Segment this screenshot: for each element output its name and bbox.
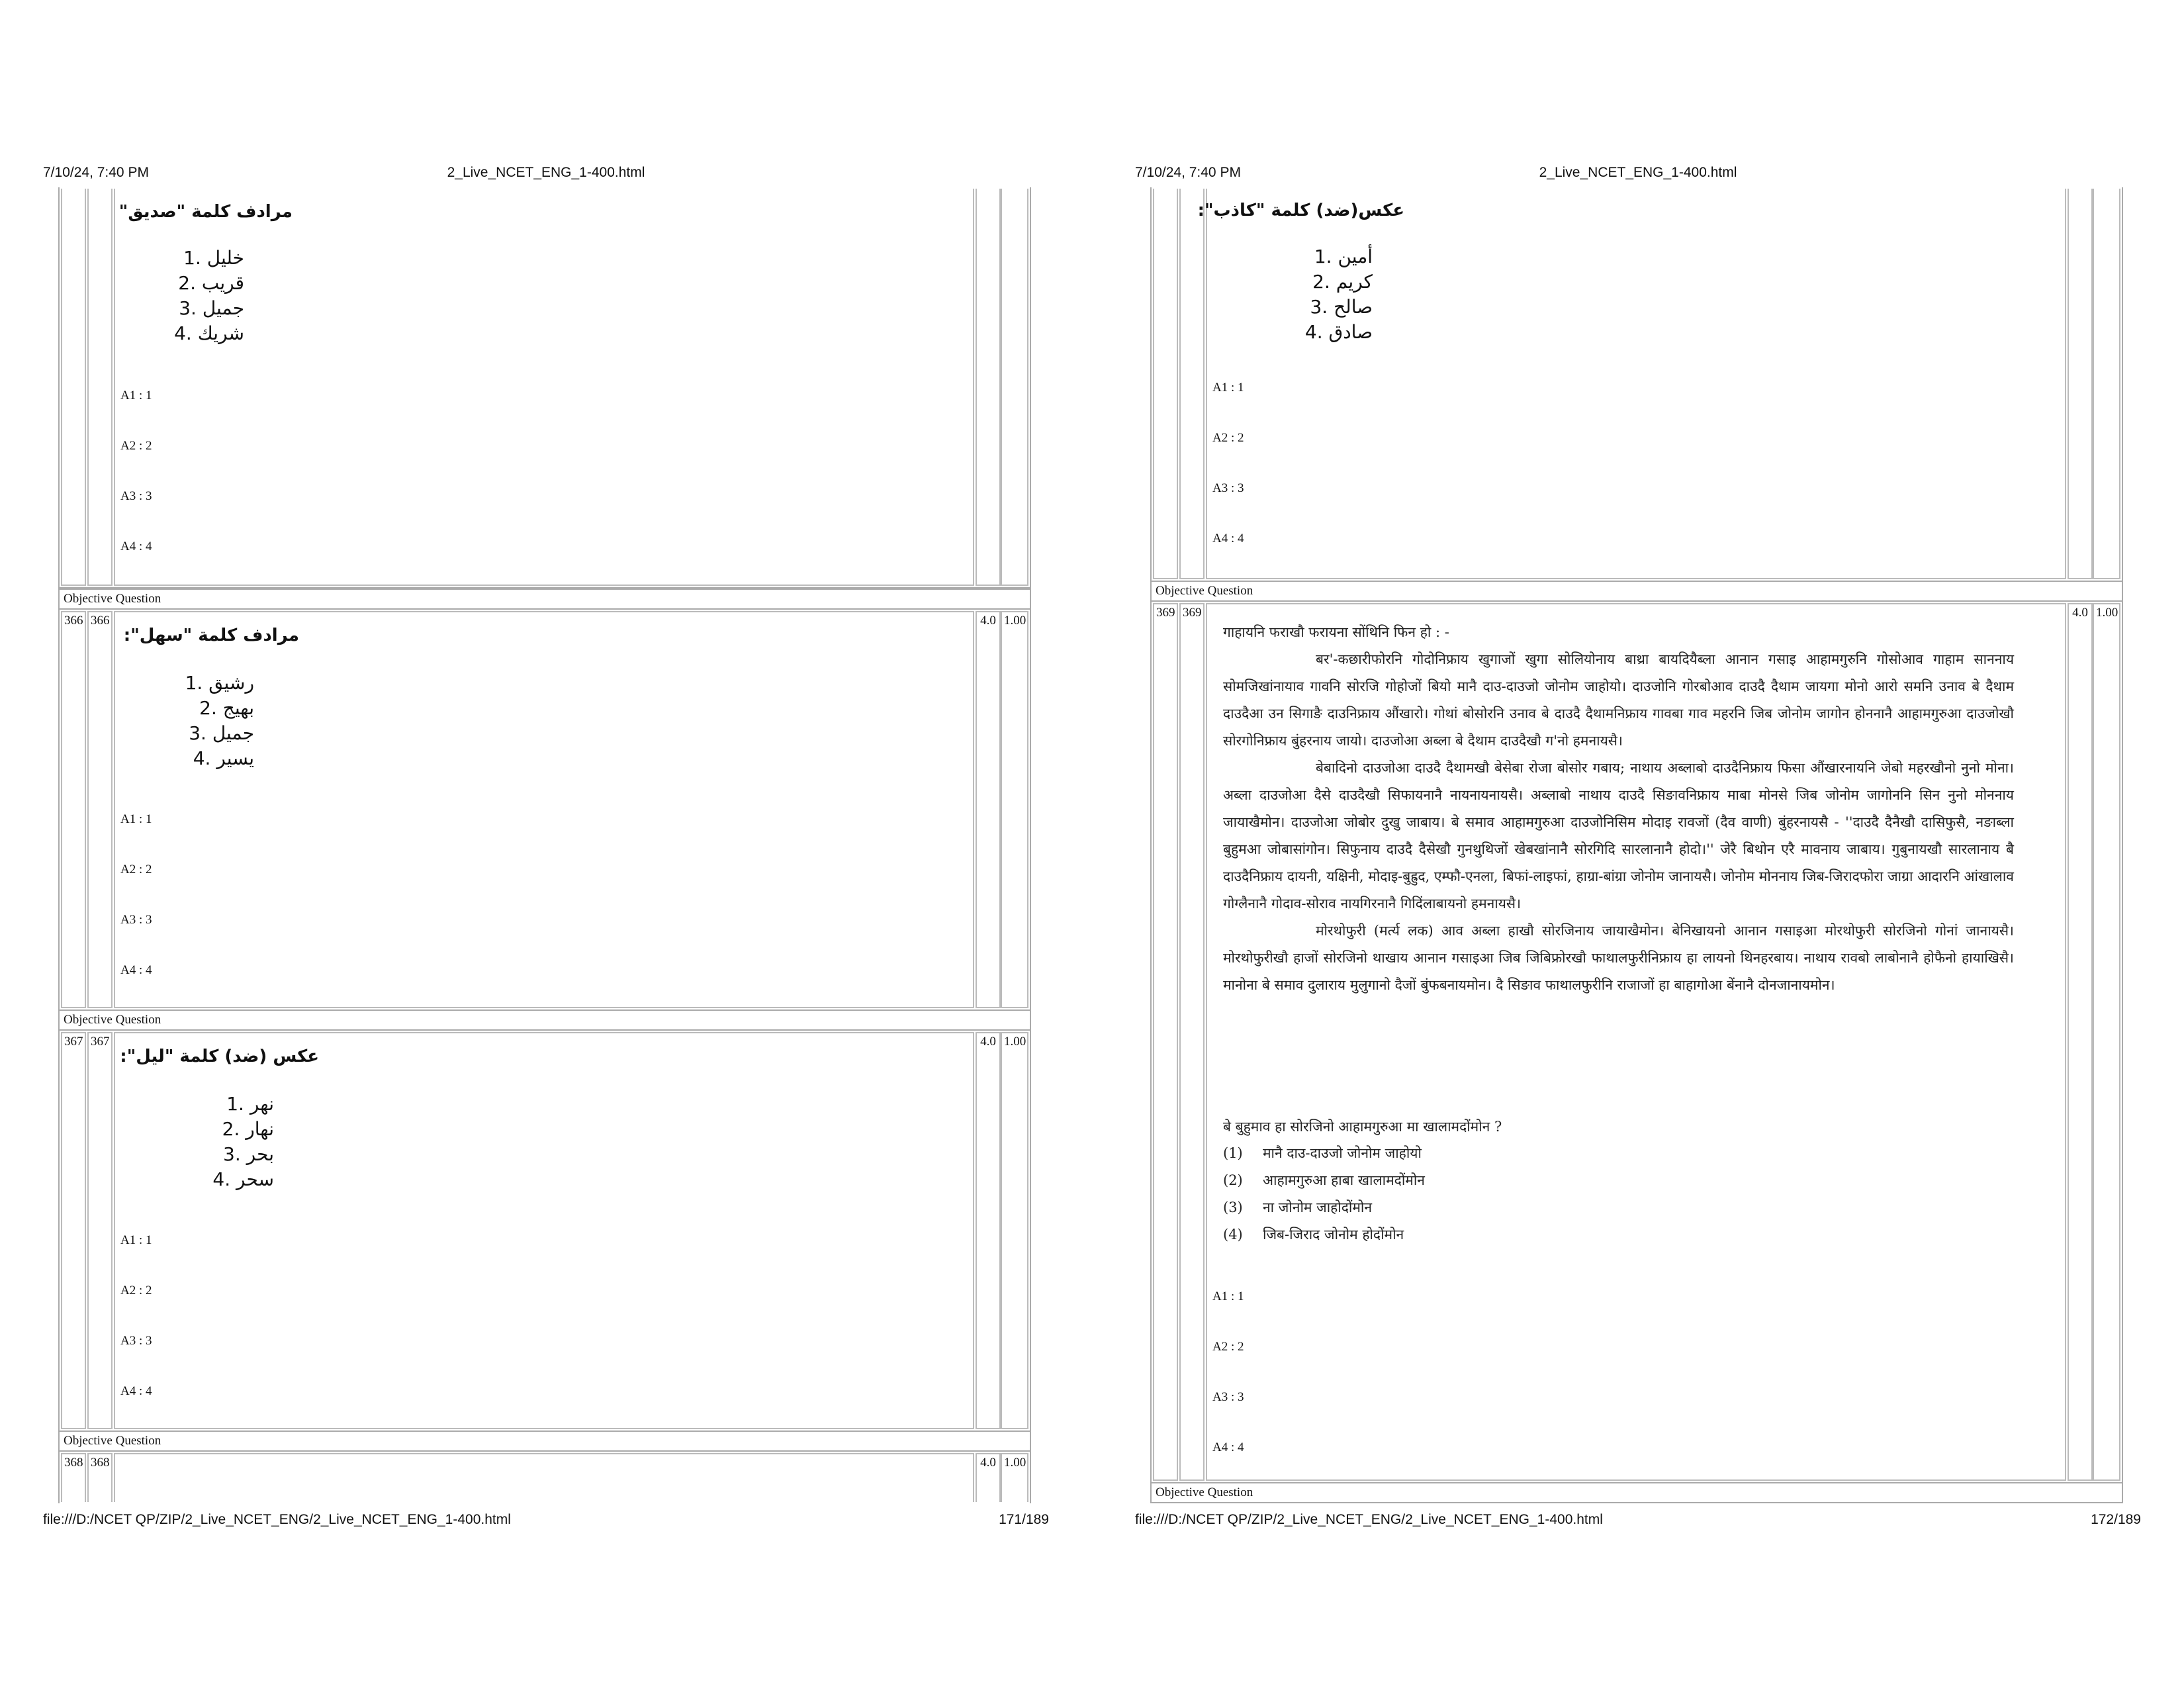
question-card-368 xyxy=(58,1450,1031,1503)
marks-cell: 4.0 xyxy=(976,611,1001,1008)
question-text: बे बुहुमाव हा सोरजिनो आहामगुरुआ मा खालामदोंमोन ? xyxy=(1223,1119,1502,1135)
question-body xyxy=(114,1032,974,1429)
question-body xyxy=(114,1453,974,1502)
marks-cell: 4.0 xyxy=(976,1453,1001,1502)
option-1 xyxy=(1223,1140,2014,1167)
answer-3: A3 : 3 xyxy=(120,1334,152,1348)
question-type-label: Objective Question xyxy=(64,592,161,606)
answer-3: A3 : 3 xyxy=(120,489,152,503)
question-card-369 xyxy=(1150,600,2123,1483)
question-card-367 xyxy=(58,1029,1031,1432)
option-2: قريب .2 xyxy=(178,272,244,294)
answer-2: A2 : 2 xyxy=(120,863,152,876)
question-type-label: Objective Question xyxy=(1156,1485,1253,1499)
question-type-row xyxy=(58,588,1031,610)
negative-marks-cell: 1.00 xyxy=(1001,1453,1028,1502)
page-number: 171/189 xyxy=(999,1512,1049,1527)
question-id-cell: 369 xyxy=(1179,603,1205,1481)
option-2: كريم .2 xyxy=(1312,271,1373,293)
question-id-cell: 366 xyxy=(87,611,113,1008)
question-type-row xyxy=(1150,581,2123,602)
option-4: يسير .4 xyxy=(193,747,254,769)
print-date: 7/10/24, 7:40 PM xyxy=(1135,165,1241,180)
negative-marks-cell: 1.00 xyxy=(1001,1032,1028,1429)
negative-marks-cell: 1.00 xyxy=(1001,611,1028,1008)
question-text: مرادف كلمة "سهل": xyxy=(123,626,299,645)
question-text: عكس (ضد) كلمة "ليل": xyxy=(120,1047,319,1066)
option-1: نهر .1 xyxy=(226,1093,274,1115)
question-body xyxy=(114,189,974,586)
question-number-cell: 368 xyxy=(61,1453,86,1502)
option-4: سحر .4 xyxy=(212,1168,274,1190)
question-type-row xyxy=(58,1009,1031,1031)
option-text: ना जोनोम जाहोदोंमोन xyxy=(1263,1199,1372,1215)
option-3: جميل .3 xyxy=(179,297,244,319)
question-card-368-cont xyxy=(1150,187,2123,582)
negative-marks-cell xyxy=(2093,189,2120,579)
answer-1: A1 : 1 xyxy=(120,389,152,402)
marks-cell: 4.0 xyxy=(976,1032,1001,1429)
answer-4: A4 : 4 xyxy=(1212,1440,1244,1454)
answer-2: A2 : 2 xyxy=(1212,1340,1244,1354)
question-body xyxy=(114,611,974,1008)
option-3: صالح .3 xyxy=(1310,296,1373,318)
marks-cell: 4.0 xyxy=(2068,603,2093,1481)
answer-4: A4 : 4 xyxy=(120,963,152,977)
question-body xyxy=(1197,189,2066,579)
answer-4: A4 : 4 xyxy=(120,1384,152,1398)
option-number: (4) xyxy=(1223,1227,1243,1243)
question-id-cell: 368 xyxy=(87,1453,113,1502)
answer-3: A3 : 3 xyxy=(120,913,152,927)
page-number: 172/189 xyxy=(2091,1512,2141,1527)
marks-cell xyxy=(2068,189,2093,579)
marks-cell xyxy=(976,189,1001,586)
option-text: मानै दाउ-दाउजो जोनोम जाहोयो xyxy=(1263,1145,1422,1161)
question-number-cell xyxy=(1153,189,1178,579)
answer-1: A1 : 1 xyxy=(120,812,152,826)
answer-4: A4 : 4 xyxy=(1212,532,1244,545)
question-number-cell: 367 xyxy=(61,1032,86,1429)
file-path: file:///D:/NCET QP/ZIP/2_Live_NCET_ENG/2_Live_NCET_ENG_1-400.html xyxy=(1135,1512,1603,1527)
answer-1: A1 : 1 xyxy=(1212,381,1244,395)
option-4 xyxy=(1223,1221,2014,1248)
question-type-label: Objective Question xyxy=(64,1434,161,1448)
answer-3: A3 : 3 xyxy=(1212,1390,1244,1404)
question-type-row xyxy=(1150,1482,2123,1503)
option-1: خليل .1 xyxy=(183,247,244,269)
answer-4: A4 : 4 xyxy=(120,539,152,553)
sub-question xyxy=(1223,1117,2014,1248)
question-body xyxy=(1206,603,2066,1481)
passage-paragraph-2: बेबादिनो दाउजोआ दाउदै दैथामखौ बेसेबा रोजा बोसोर गबाय; नाथाय अब्लाबो दाउदैनिफ्राय फिसा औंखारनायनि जेबो महरखौनो नुनो मोना। अब्ला दाउजोआ दैसे दाउदैखौ सिफायनानै नायनायनायसै। अब्लाबो नाथाय दाउदै सिङावनिफ्राय माबा मोनसे जिब जोनोम जागोननि सिन नुनो मोननाय जायाखैमोन। दाउजोआ जोबोर दुखु जाबाय। बे समाव आहामगुरुआ दाउजोनिसिम मोदाइ रावजों (दैव वाणी) बुंहरनायसै - ''दाउदै दैनैखौ दासिफुसै, नङाब्ला बुहुमआ जोबासांगोन। सिफुनाय दाउदै दैसेखौ गुनथुथिजों खेबखांनानै सोरगिदि सारलानानै होदो।'' जेरै बिथोन एरै मावनाय जाबाय। गुबुनायखौ सारलानाय बै दाउदैनिफ्राय दायनी, यक्षिनी, मोदाइ-बुह्रुद, एम्फौ-एनला, बिफां-लाइफां, हाग्रा-बांग्रा जोनोम जानायसै। जोनोम मोननाय जिब-जिरादफोरा जाग्रा आदारनि आंखालाव गोग्लैनानै गोदाव-सोराव नायगिरनानै गिदिंलाबायनो हमनायसै। xyxy=(1223,760,2014,912)
page-172 xyxy=(1092,0,2184,1688)
option-1: رشيق .1 xyxy=(185,672,254,694)
question-type-label: Objective Question xyxy=(64,1013,161,1027)
option-3: بحر .3 xyxy=(223,1143,274,1165)
answer-3: A3 : 3 xyxy=(1212,481,1244,495)
answer-1: A1 : 1 xyxy=(1212,1289,1244,1303)
question-id-cell xyxy=(1179,189,1205,579)
option-4: صادق .4 xyxy=(1304,321,1373,343)
answer-1: A1 : 1 xyxy=(120,1233,152,1247)
option-3 xyxy=(1223,1194,2014,1221)
question-number-cell: 366 xyxy=(61,611,86,1008)
document-title: 2_Live_NCET_ENG_1-400.html xyxy=(1539,165,1737,180)
negative-marks-cell: 1.00 xyxy=(2093,603,2120,1481)
option-text: आहामगुरुआ हाबा खालामदोंमोन xyxy=(1263,1172,1425,1188)
question-text: مرادف كلمة "صديق" xyxy=(118,202,293,222)
option-2: نهار .2 xyxy=(222,1118,274,1140)
file-path: file:///D:/NCET QP/ZIP/2_Live_NCET_ENG/2_Live_NCET_ENG_1-400.html xyxy=(43,1512,511,1527)
option-number: (1) xyxy=(1223,1145,1243,1161)
question-id-cell xyxy=(87,189,113,586)
negative-marks-cell xyxy=(1001,189,1028,586)
question-type-row xyxy=(58,1430,1031,1452)
answer-2: A2 : 2 xyxy=(120,439,152,453)
option-2 xyxy=(1223,1167,2014,1194)
question-number-cell: 369 xyxy=(1153,603,1178,1481)
question-type-label: Objective Question xyxy=(1156,584,1253,598)
question-card-365 xyxy=(58,187,1031,588)
option-4: شريك .4 xyxy=(174,322,244,344)
option-number: (3) xyxy=(1223,1199,1243,1215)
option-text: जिब-जिराद जोनोम होदोंमोन xyxy=(1263,1227,1404,1243)
option-2: بهيج .2 xyxy=(199,697,254,719)
print-date: 7/10/24, 7:40 PM xyxy=(43,165,149,180)
passage-paragraph-1: बर'-कछारीफोरनि गोदोनिफ्राय खुगाजों खुगा सोलियोनाय बाथ्रा बायदियैब्ला आनान गसाइ आहामगुरुनि गोसोआव गाहाम साननाय सोमजिखांनायाव गावनि सोरजि गोहोजों बियो मानै दाउ-दाउजो जोनोम जाहोयो। दाउजोनि गोरबोआव दाउदै दैथाम जायगा मोनो आरो समनि उनाव बे दैथाम दाउदैआ उन सिगाङै दाउनिफ्राय औंखारो। गोथां बोसोरनि उनाव बे दाउदै दैथामनिफ्राय गावबा गाव महरनि जिब जोनोम जागोन होननानै आहामगुरुआ दाउजोखौ सोरगोनिफ्राय बुंहरनाय जायो। दाउजोआ अब्ला बे दैथाम दाउदैखौ ग'नो हमनायसै। xyxy=(1223,651,2014,749)
passage-paragraph-3: मोरथोफुरी (मर्त्य लक) आव अब्ला हाखौ सोरजिनाय जायाखैमोन। बेनिखायनो आनान गसाइआ मोरथोफुरी सोरजिनो गोनां जानायसै। मोरथोफुरीखौ हाजों सोरजिनो थाखाय आनान गसाइआ जिब जिबिफ्रोरखौ फाथालफुरीनिफ्राय हा लायनो थिनहरबाय। नाथाय रावबो लाबोनानै होफैनो हायाखिसै। मानोना बे समाव दुलाराय मुलुगानो दैजों बुंफबनायमोन। दै सिङाव फाथालफुरीनि राजाजों हा बाहागोआ बेंनानै दोनजानायमोन। xyxy=(1223,923,2014,993)
question-id-cell: 367 xyxy=(87,1032,113,1429)
answer-2: A2 : 2 xyxy=(120,1284,152,1297)
option-1: أمين .1 xyxy=(1314,246,1373,267)
question-number-cell xyxy=(61,189,86,586)
question-card-366 xyxy=(58,608,1031,1011)
answer-2: A2 : 2 xyxy=(1212,431,1244,445)
document-title: 2_Live_NCET_ENG_1-400.html xyxy=(447,165,645,180)
option-number: (2) xyxy=(1223,1172,1243,1188)
option-3: جميل .3 xyxy=(189,722,254,744)
passage xyxy=(1223,619,2014,999)
passage-instruction: गाहायनि फराखौ फरायना सोंथिनि फिन हो : - xyxy=(1223,624,1449,640)
question-text: عكس(ضد) كلمة "كاذب": xyxy=(1197,201,1404,220)
